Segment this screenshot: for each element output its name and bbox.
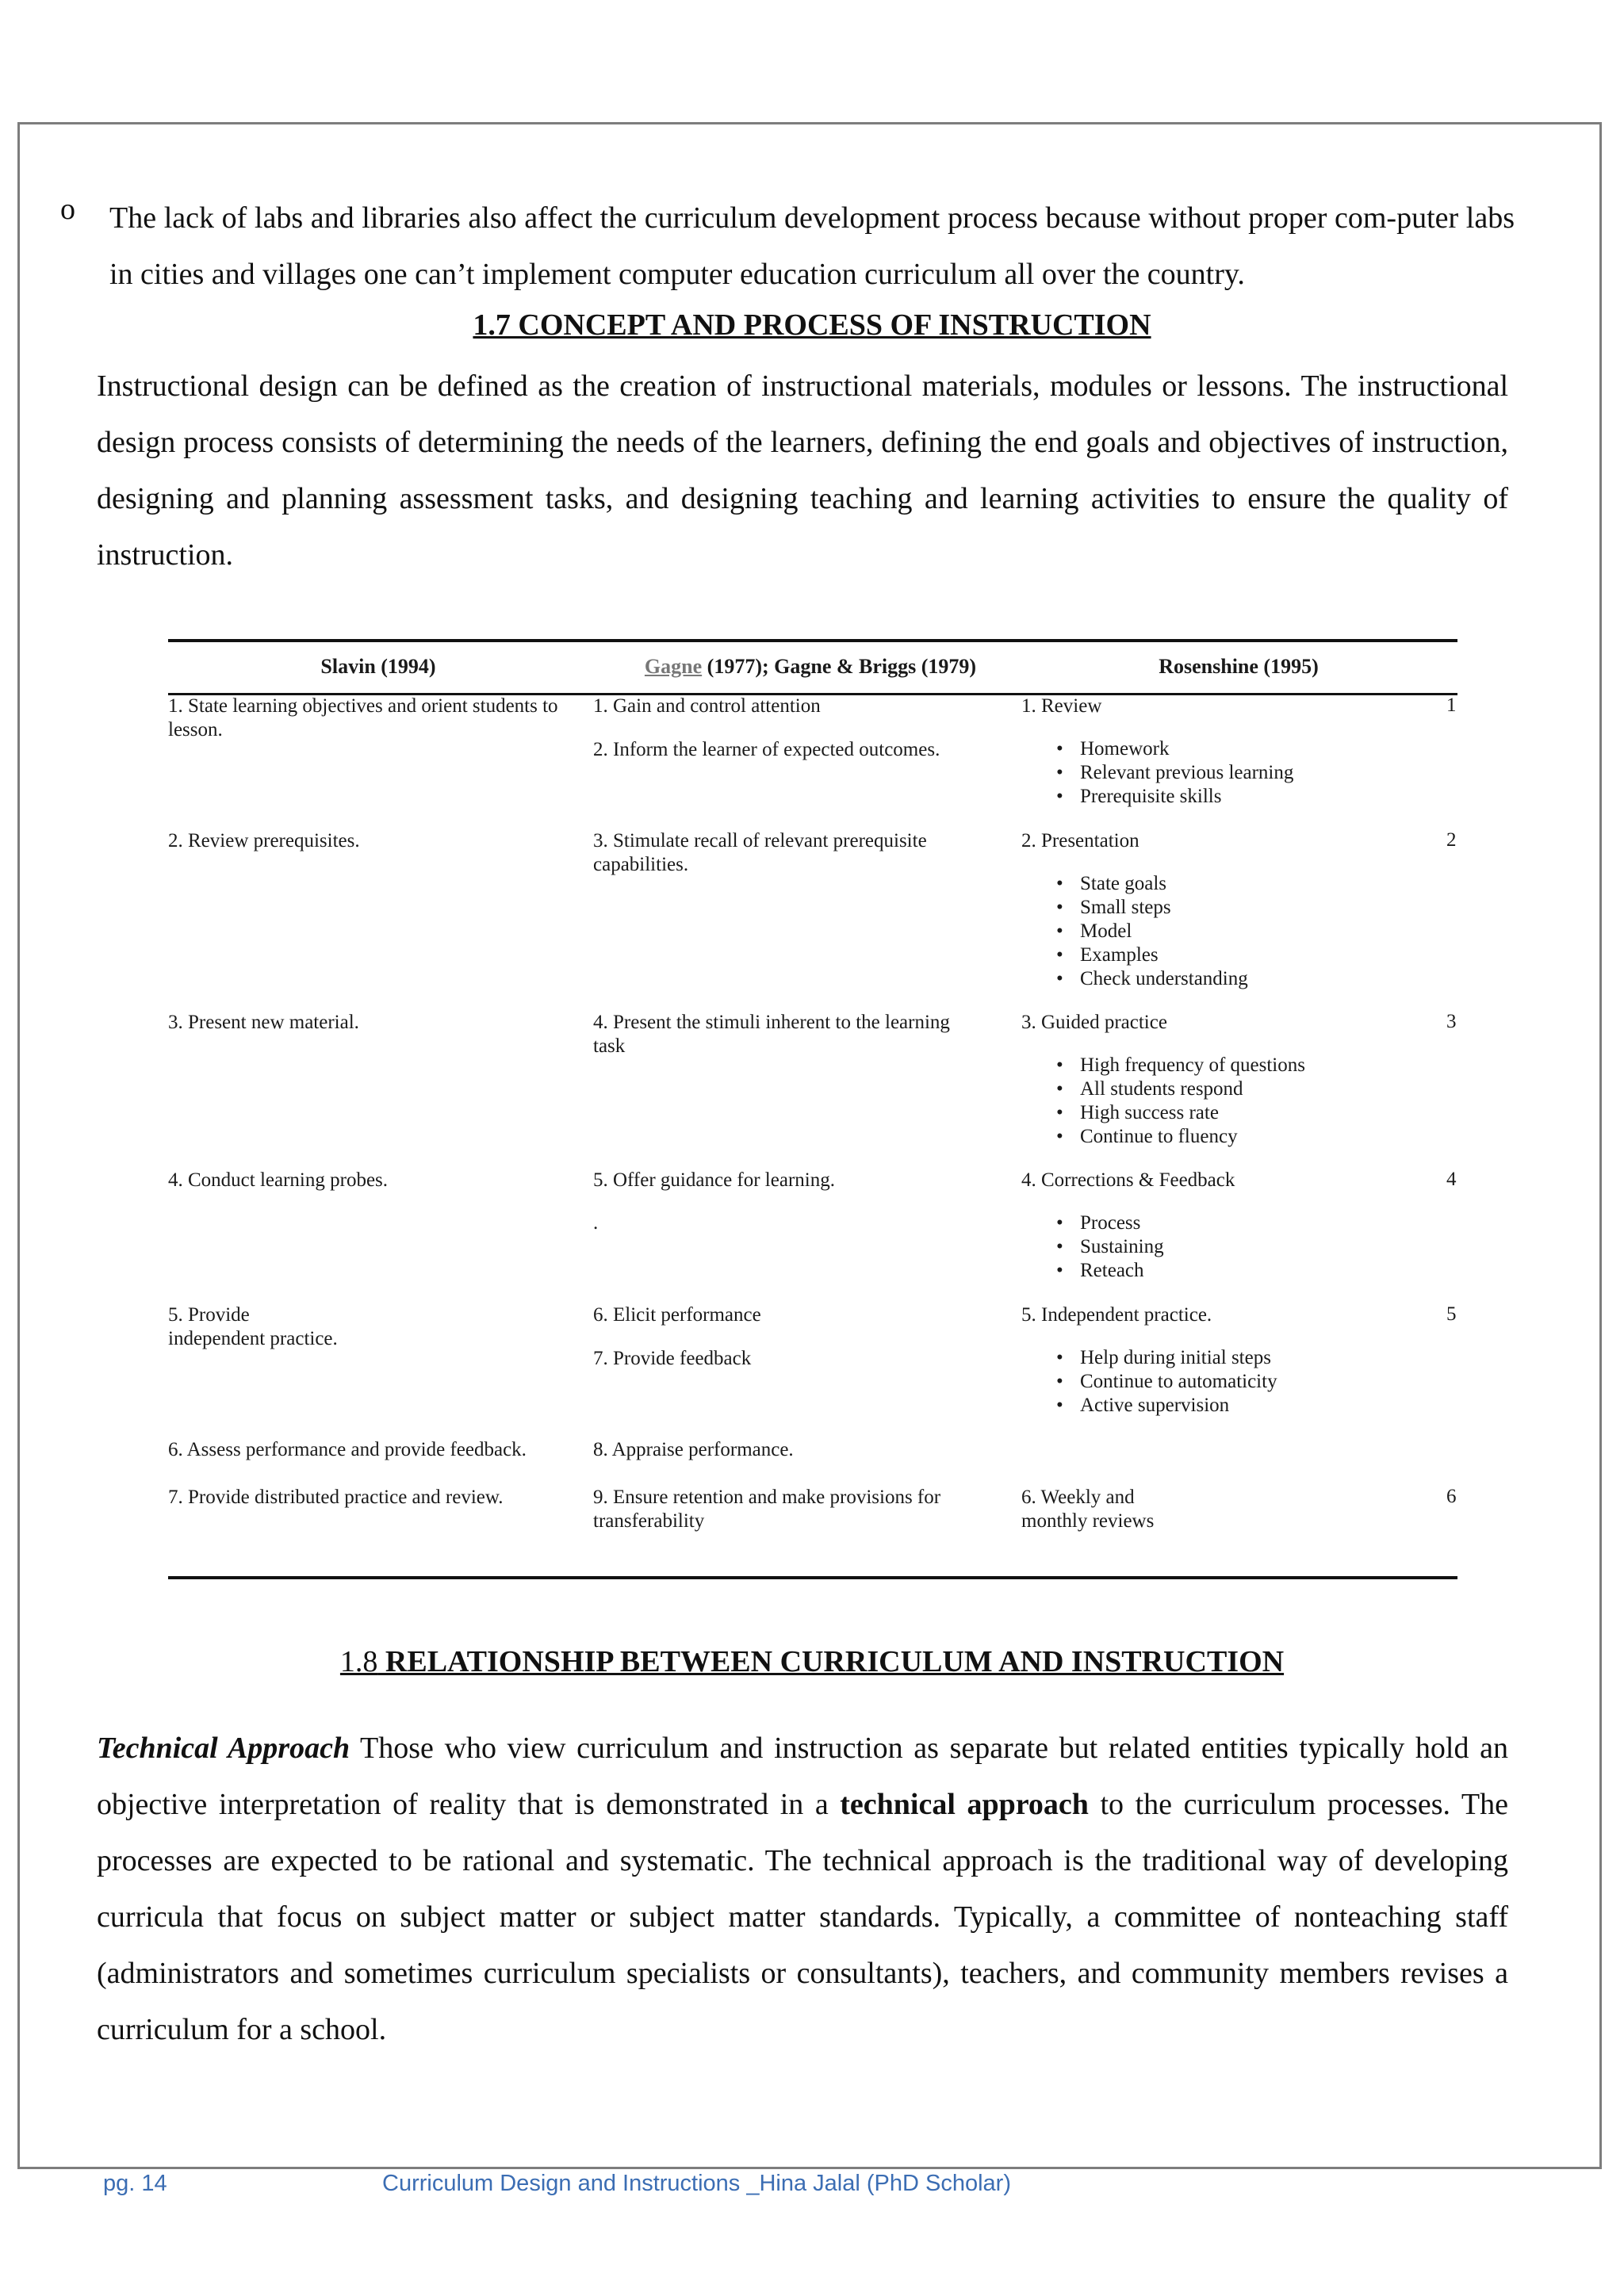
gagne-step-4: 4. Present the stimuli inherent to the learning task (593, 1012, 950, 1057)
slavin-step-4: 4. Conduct learning probes. (168, 1169, 389, 1191)
clipped-col-2: 2 (1446, 829, 1457, 851)
technical-approach-paragraph (97, 1720, 1508, 2058)
gagne-step-3: 3. Stimulate recall of relevant prerequisite capabilities. (593, 830, 927, 875)
rosenshine-title: 2. Presentation (1021, 830, 1139, 851)
rosenshine-title: 4. Corrections & Feedback (1021, 1169, 1235, 1191)
paragraph-text-2: to the curriculum processes. The processes are expected to be rational and systematic. The technical approach is the traditional way of developing curricula that focus on subject matter or subject matter standards. Typically, a committee of nonteaching staff (administrators and sometimes curriculum specialists or consultants), teachers, and community members revises a curriculum for a school. (97, 1788, 1508, 2046)
slavin-step-7: 7. Provide distributed practice and review. (168, 1487, 504, 1508)
rosenshine-title: 3. Guided practice (1021, 1012, 1167, 1033)
section-heading-1-7: 1.7 CONCEPT AND PROCESS OF INSTRUCTION (473, 308, 1151, 342)
gagne-step-5: 5. Offer guidance for learning. (593, 1169, 835, 1191)
list-item: • Prerequisite skills (1080, 785, 1434, 809)
rosenshine-title: 5. Independent practice. (1021, 1304, 1212, 1326)
gagne-link[interactable]: Gagne (644, 655, 703, 678)
list-item: • All students respond (1080, 1077, 1434, 1101)
gagne-step-2: 2. Inform the learner of expected outcomes. (593, 739, 940, 760)
list-item: • Relevant previous learning (1080, 761, 1434, 785)
list-item: • High success rate (1080, 1101, 1434, 1125)
instructional-design-paragraph: Instructional design can be defined as the creation of instructional materials, modules or lessons. The instructional design process consists of determining the needs of the learners, defining the end goals and objectives of instruction, designing and planning assessment tasks, and designing teaching and learning activities to ensure the quality of instruction. (97, 369, 1508, 572)
clipped-col-4: 4 (1446, 1169, 1457, 1190)
rosenshine-list (1021, 1346, 1434, 1418)
bullet-marker: o (60, 193, 75, 226)
rosenshine-list (1021, 737, 1434, 809)
heading-number: 1.8 (339, 1645, 378, 1678)
instruction-models-table (168, 639, 1457, 1579)
header-gagne (588, 655, 1032, 679)
slavin-step-3: 3. Present new material. (168, 1012, 359, 1033)
gagne-step-6: 6. Elicit performance (593, 1304, 761, 1326)
list-item: • Homework (1080, 737, 1434, 761)
slavin-step-5: 5. Provide independent practice. (168, 1304, 338, 1349)
clipped-col-6: 6 (1446, 1486, 1457, 1507)
rosenshine-list (1021, 872, 1434, 991)
slavin-step-6: 6. Assess performance and provide feedback. (168, 1439, 527, 1460)
list-item: • Active supervision (1080, 1394, 1434, 1418)
bold-term: technical approach (840, 1788, 1089, 1821)
list-item: • Continue to fluency (1080, 1125, 1434, 1149)
list-item: • State goals (1080, 872, 1434, 896)
list-item: • Process (1080, 1211, 1434, 1235)
clipped-col-3: 3 (1446, 1011, 1457, 1032)
rosenshine-title: 1. Review (1021, 695, 1102, 717)
list-item: • High frequency of questions (1080, 1054, 1434, 1077)
paragraph-text-1: Those who view curriculum and instruction as separate but related entities typically hold an objective interpretation of reality that is demonstrated in a (97, 1732, 1508, 1821)
list-item: • Continue to automaticity (1080, 1370, 1434, 1394)
gagne-step-8: 8. Appraise performance. (593, 1439, 794, 1460)
section-heading-1-8 (0, 1644, 1624, 1679)
rosenshine-block-4 (1021, 1169, 1434, 1283)
list-item: • Examples (1080, 943, 1434, 967)
header-slavin: Slavin (1994) (320, 655, 436, 678)
table-top-rule (168, 639, 1457, 642)
rosenshine-block-2 (1021, 829, 1434, 991)
clipped-col-5: 5 (1446, 1303, 1457, 1325)
rosenshine-list (1021, 1054, 1434, 1149)
slavin-step-2: 2. Review prerequisites. (168, 830, 360, 851)
rosenshine-block-3 (1021, 1011, 1434, 1149)
gagne-dot: . (593, 1212, 599, 1234)
rosenshine-block-5 (1021, 1303, 1434, 1418)
gagne-step-7: 7. Provide feedback (593, 1348, 752, 1369)
lead-term: Technical Approach (97, 1732, 350, 1765)
list-item: • Small steps (1080, 896, 1434, 920)
list-item: • Sustaining (1080, 1235, 1434, 1259)
heading-text: RELATIONSHIP BETWEEN CURRICULUM AND INSTRUCTION (377, 1645, 1285, 1678)
list-item: • Help during initial steps (1080, 1346, 1434, 1370)
list-item: • Reteach (1080, 1259, 1434, 1283)
bullet-text: The lack of labs and libraries also affect the curriculum development process because without proper com-puter labs in cities and villages one can’t implement computer education curriculum all over the country. (109, 201, 1515, 291)
list-item: • Check understanding (1080, 967, 1434, 991)
table-bottom-rule (168, 1576, 1457, 1579)
footer-title: Curriculum Design and Instructions _Hina Jalal (PhD Scholar) (382, 2171, 1011, 2196)
footer-page-number: pg. 14 (103, 2171, 167, 2196)
rosenshine-block-6: 6. Weekly and monthly reviews (1021, 1487, 1155, 1532)
gagne-step-9: 9. Ensure retention and make provisions for transferability (593, 1487, 941, 1532)
list-item: • Model (1080, 920, 1434, 943)
gagne-step-1: 1. Gain and control attention (593, 695, 821, 717)
bullet-item (56, 190, 1515, 303)
header-rosenshine: Rosenshine (1995) (1159, 655, 1319, 678)
header-gagne-rest: (1977); Gagne & Briggs (1979) (702, 655, 977, 678)
clipped-col-1: 1 (1446, 695, 1457, 716)
rosenshine-block-1 (1021, 695, 1434, 809)
rosenshine-list (1021, 1211, 1434, 1283)
slavin-step-1: 1. State learning objectives and orient students to lesson. (168, 695, 558, 740)
